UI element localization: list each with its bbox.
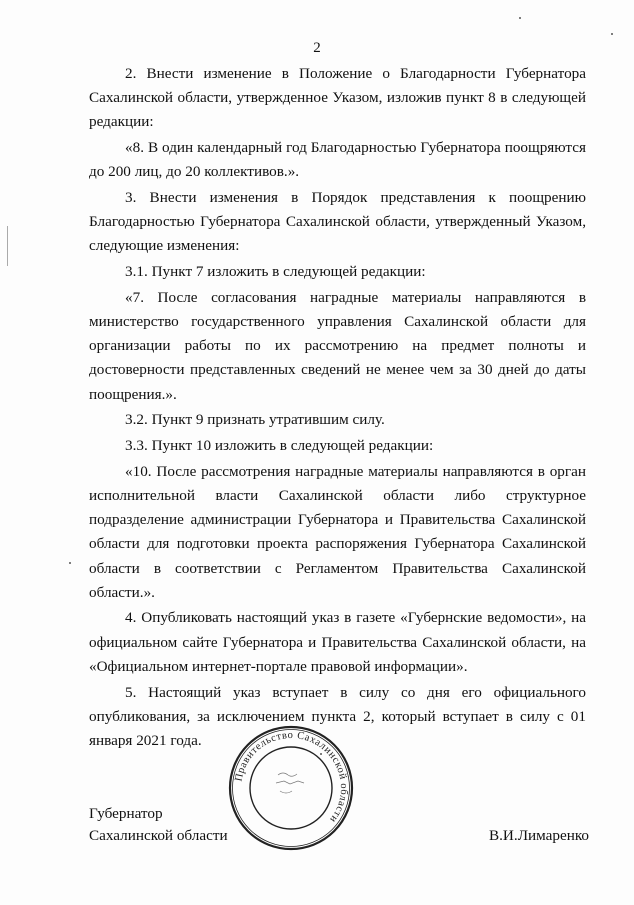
paragraph-3-1-quote: «7. После согласования наградные материалы направляются в министерство государственного управления Сахалинской области для организации работы по их рассмотрению на предмет полноты и достоверности представленных сведений не менее чем за 30 дней до даты поощрения.». <box>89 288 586 403</box>
paragraph-3-3-quote: «10. После рассмотрения наградные материалы направляются в орган исполнительной власти Сахалинской области либо структурное подразделение администрации Губернатора и Правительства Сахалинской области для подготовки проекта распоряжения Губернатора Сахалинской области в соответствии с Регламентом Правительства Сахалинской области.». <box>89 462 586 601</box>
page-number: 2 <box>313 40 321 56</box>
scan-speck <box>320 753 322 755</box>
signatory-title-line2: Сахалинской области <box>89 827 228 844</box>
scan-speck <box>69 562 71 564</box>
paragraph-3-1: 3.1. Пункт 7 изложить в следующей редакции: <box>125 263 426 281</box>
paragraph-5: 5. Настоящий указ вступает в силу со дня его официального опубликования, за исключением пункта 2, который вступает в силу с 01 января 2021 года. <box>89 683 586 749</box>
signatory-name: В.И.Лимаренко <box>489 827 590 844</box>
official-seal <box>226 723 356 853</box>
paragraph-3-3: 3.3. Пункт 10 изложить в следующей редакции: <box>125 437 434 455</box>
scan-speck <box>7 226 8 266</box>
paragraph-4: 4. Опубликовать настоящий указ в газете «Губернские ведомости», на официальном сайте Губернатора и Правительства Сахалинской области, на «Официальном интернет-портале правовой информации». <box>89 609 586 675</box>
scan-speck <box>519 17 521 19</box>
document-body <box>89 62 586 755</box>
signatory-title-line1: Губернатор <box>89 805 163 822</box>
seal-center-mark <box>276 773 304 793</box>
seal-ring-text: Правительство Сахалинской области <box>233 729 350 825</box>
paragraph-2-quote: «8. В один календарный год Благодарностью Губернатора поощряются до 200 лиц, до 20 коллективов.». <box>89 139 586 181</box>
scan-speck <box>611 33 613 35</box>
paragraph-3-2: 3.2. Пункт 9 признать утратившим силу. <box>125 411 385 429</box>
paragraph-2: 2. Внести изменение в Положение о Благодарности Губернатора Сахалинской области, утвержденное Указом, изложив пункт 8 в следующей редакции: <box>89 65 586 131</box>
paragraph-3: 3. Внести изменения в Порядок представления к поощрению Благодарностью Губернатора Сахалинской области, утвержденный Указом, следующие изменения: <box>89 189 586 255</box>
signatory-title <box>89 803 228 847</box>
